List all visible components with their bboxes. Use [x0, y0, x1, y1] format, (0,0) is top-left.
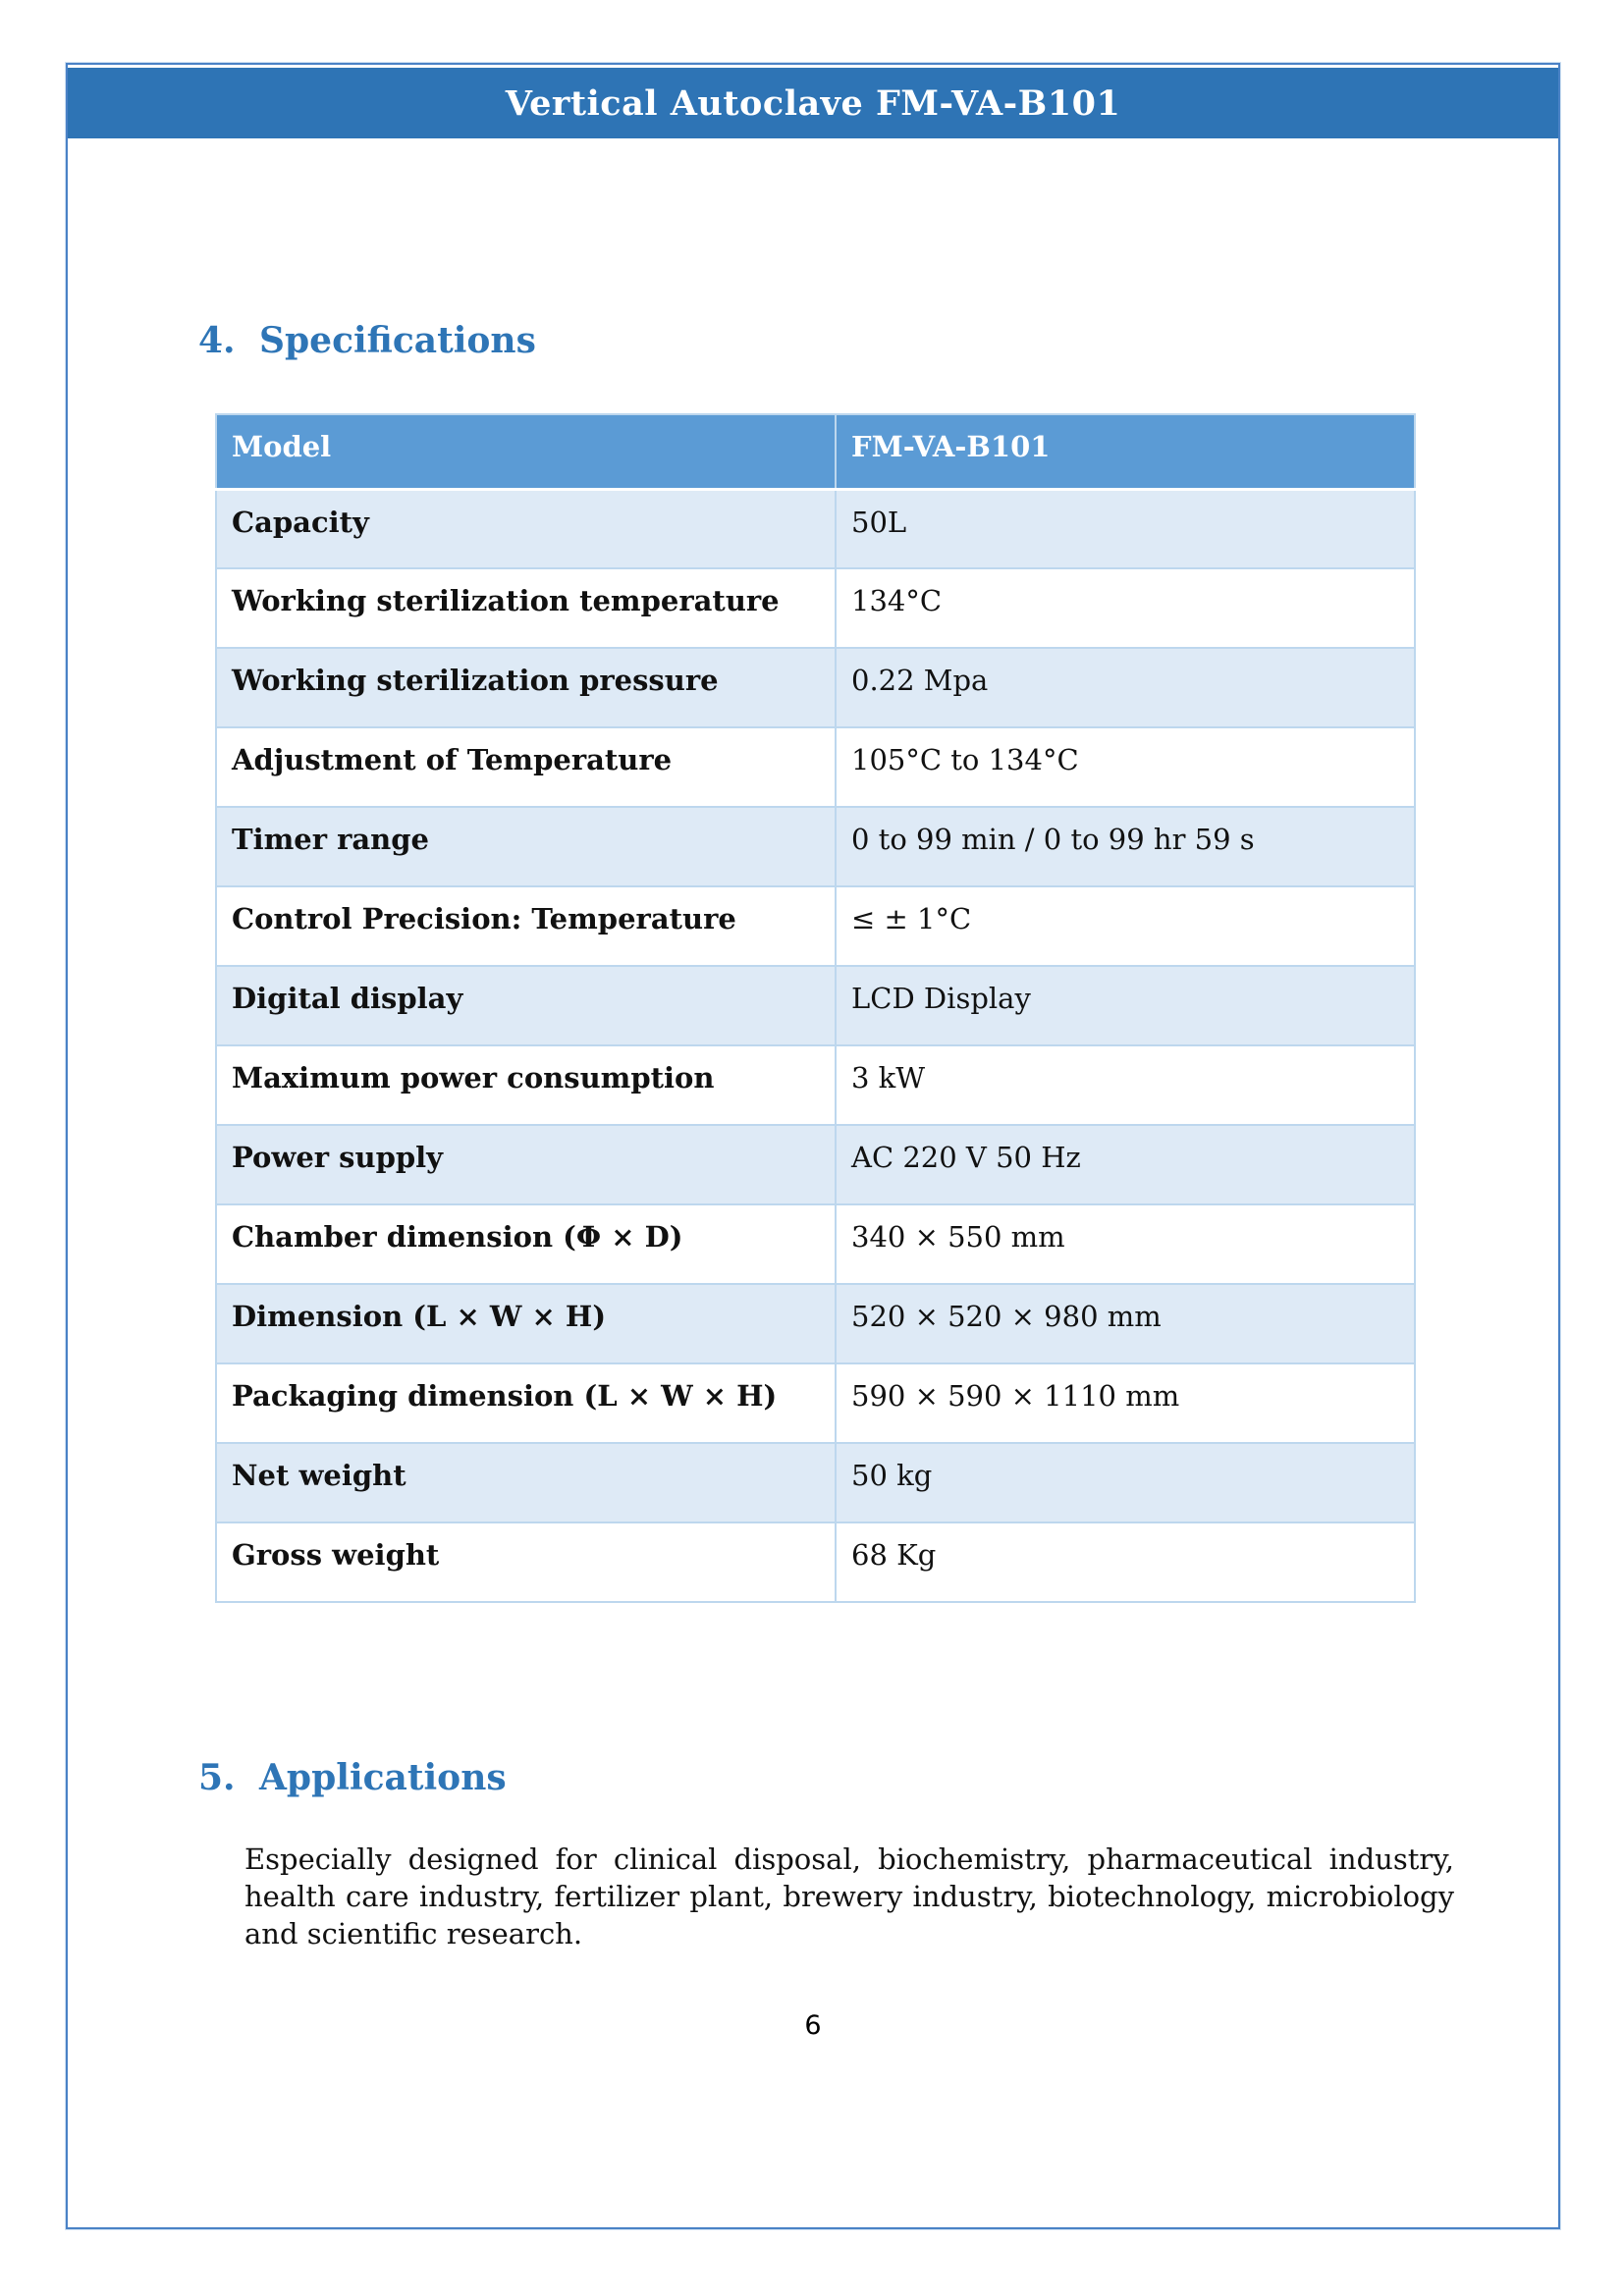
- table-row: [216, 648, 1415, 727]
- page-number: 6: [804, 2010, 822, 2041]
- table-row: [216, 1443, 1415, 1522]
- table-row: [216, 886, 1415, 966]
- spec-label: Capacity: [216, 489, 836, 568]
- table-row: [216, 489, 1415, 568]
- spec-label: Maximum power consumption: [216, 1045, 836, 1125]
- specifications-heading: [198, 320, 536, 361]
- spec-value: 105°C to 134°C: [836, 727, 1415, 807]
- spec-value: LCD Display: [836, 966, 1415, 1045]
- specifications-heading-number: 4.: [198, 319, 236, 361]
- table-row: [216, 807, 1415, 886]
- spec-label: Adjustment of Temperature: [216, 727, 836, 807]
- applications-heading: [198, 1757, 507, 1798]
- spec-value: 50L: [836, 489, 1415, 568]
- table-row: [216, 1363, 1415, 1443]
- spec-label: Timer range: [216, 807, 836, 886]
- spec-label: Working sterilization pressure: [216, 648, 836, 727]
- specifications-table: [215, 413, 1416, 1603]
- spec-value: 590 × 590 × 1110 mm: [836, 1363, 1415, 1443]
- table-row: [216, 1204, 1415, 1284]
- spec-value: 340 × 550 mm: [836, 1204, 1415, 1284]
- spec-value: 520 × 520 × 980 mm: [836, 1284, 1415, 1363]
- spec-value: 0.22 Mpa: [836, 648, 1415, 727]
- table-row: [216, 1284, 1415, 1363]
- specifications-heading-label: Specifications: [259, 319, 536, 361]
- spec-value: 3 kW: [836, 1045, 1415, 1125]
- table-header-row: [216, 414, 1415, 489]
- applications-heading-number: 5.: [198, 1756, 236, 1798]
- table-row: [216, 727, 1415, 807]
- spec-label: Net weight: [216, 1443, 836, 1522]
- table-row: [216, 1522, 1415, 1602]
- spec-value: 68 Kg: [836, 1522, 1415, 1602]
- spec-label: Chamber dimension (Φ × D): [216, 1204, 836, 1284]
- title-banner: [68, 68, 1558, 138]
- table-row: [216, 1125, 1415, 1204]
- spec-value: AC 220 V 50 Hz: [836, 1125, 1415, 1204]
- table-row: [216, 1045, 1415, 1125]
- page-border-frame: [66, 63, 1560, 2229]
- spec-label: Digital display: [216, 966, 836, 1045]
- spec-label: Gross weight: [216, 1522, 836, 1602]
- applications-paragraph: Especially designed for clinical disposal, biochemistry, pharmaceutical industry, health care industry, fertilizer plant, brewery industry, biotechnology, microbiology and scientific research.: [244, 1842, 1454, 1950]
- table-header-model-value: FM-VA-B101: [836, 414, 1415, 489]
- spec-label: Power supply: [216, 1125, 836, 1204]
- document-title: Vertical Autoclave FM-VA-B101: [505, 82, 1121, 124]
- spec-value: ≤ ± 1°C: [836, 886, 1415, 966]
- spec-value: 0 to 99 min / 0 to 99 hr 59 s: [836, 807, 1415, 886]
- spec-label: Working sterilization temperature: [216, 568, 836, 648]
- table-row: [216, 568, 1415, 648]
- table-row: [216, 966, 1415, 1045]
- spec-label: Control Precision: Temperature: [216, 886, 836, 966]
- applications-heading-label: Applications: [259, 1756, 507, 1798]
- spec-value: 50 kg: [836, 1443, 1415, 1522]
- spec-label: Dimension (L × W × H): [216, 1284, 836, 1363]
- spec-value: 134°C: [836, 568, 1415, 648]
- spec-label: Packaging dimension (L × W × H): [216, 1363, 836, 1443]
- table-header-model: Model: [216, 414, 836, 489]
